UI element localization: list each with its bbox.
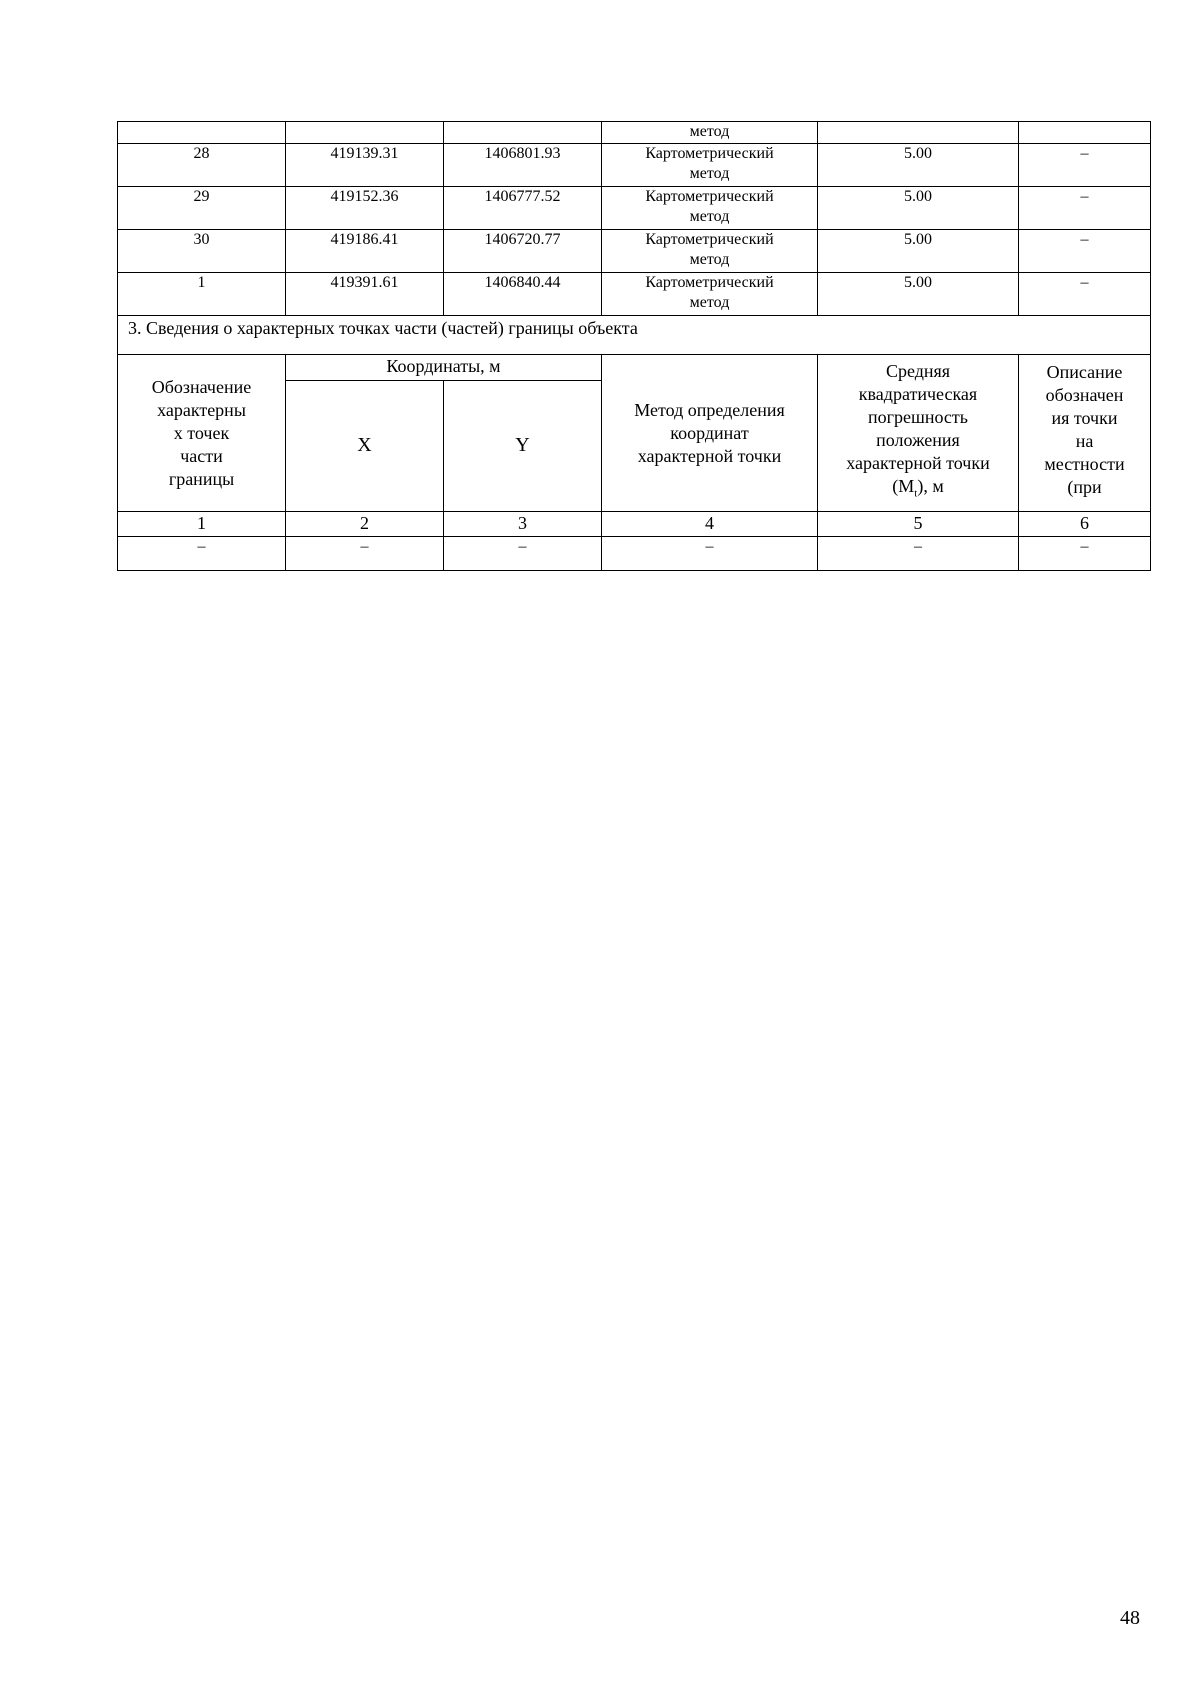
method-line: Картометрический (645, 231, 774, 248)
table-cell (118, 122, 286, 144)
error-cell: 5.00 (818, 230, 1019, 273)
section-title: 3. Сведения о характерных точках части (частей) границы объекта (118, 316, 1151, 355)
page-number: 48 (1120, 1607, 1140, 1629)
header-line: Обозначение (151, 376, 252, 397)
header-line: координат (670, 422, 749, 443)
table-cell (286, 122, 444, 144)
description-cell: – (1019, 273, 1151, 316)
y-coordinate-cell: 1406801.93 (444, 144, 602, 187)
header-coordinates-group: Координаты, м (286, 355, 602, 381)
column-number: 5 (818, 512, 1019, 537)
method-line: Картометрический (645, 274, 774, 291)
x-coordinate-cell: 419152.36 (286, 187, 444, 230)
header-description-clip (1019, 355, 1150, 511)
table-cell: – (118, 537, 286, 571)
column-number: 1 (118, 512, 286, 537)
column-number: 3 (444, 512, 602, 537)
header-line: части (180, 445, 223, 466)
table-row (118, 273, 1151, 316)
method-line: метод (689, 208, 730, 225)
boundary-points-table (117, 121, 1151, 571)
header-line: Описание (1046, 362, 1123, 382)
column-number-row (118, 512, 1151, 537)
section-title-row (118, 316, 1151, 355)
point-id-cell: 28 (118, 144, 286, 187)
error-cell: 5.00 (818, 273, 1019, 316)
table-cell: – (818, 537, 1019, 571)
method-line: Картометрический (645, 145, 774, 162)
header-point-designation (118, 355, 286, 512)
point-id-cell: 30 (118, 230, 286, 273)
header-line: Средняя (885, 361, 951, 382)
table-row (118, 230, 1151, 273)
method-cell (602, 144, 818, 187)
header-line: квадратическая (858, 384, 978, 405)
table-cell: – (602, 537, 818, 571)
table-cell (1019, 122, 1151, 144)
y-coordinate-cell: 1406840.44 (444, 273, 602, 316)
header-line: (при (1067, 477, 1102, 497)
header-line: погрешность (867, 407, 968, 428)
table-row (118, 537, 1151, 571)
description-cell: – (1019, 230, 1151, 273)
header-line: характерной точки (637, 445, 782, 466)
header-text: (M (892, 476, 915, 497)
x-coordinate-cell: 419186.41 (286, 230, 444, 273)
header-line: на (1075, 431, 1094, 451)
point-id-cell: 1 (118, 273, 286, 316)
subscript-text: t (914, 487, 918, 500)
table-cell (818, 122, 1019, 144)
header-line: х точек (173, 422, 230, 443)
header-line: обозначен (1045, 385, 1124, 405)
header-line: положения (876, 430, 960, 451)
table-cell (444, 122, 602, 144)
method-line: метод (689, 165, 730, 182)
header-method (602, 355, 818, 512)
header-line: местности (1044, 454, 1125, 474)
header-text: ), м (917, 476, 944, 497)
x-coordinate-cell: 419139.31 (286, 144, 444, 187)
header-line (818, 475, 1018, 506)
table-cell: – (444, 537, 602, 571)
description-cell: – (1019, 144, 1151, 187)
x-coordinate-cell: 419391.61 (286, 273, 444, 316)
header-line: границы (168, 468, 235, 489)
continuation-row (118, 122, 1151, 144)
column-number: 4 (602, 512, 818, 537)
column-number: 2 (286, 512, 444, 537)
table-row (118, 144, 1151, 187)
header-x: X (286, 380, 444, 511)
header-line: Метод определения (634, 399, 785, 420)
header-row (118, 355, 1151, 381)
table-cell: – (1019, 537, 1151, 571)
header-y: Y (444, 380, 602, 511)
header-line: характерной точки (846, 453, 990, 474)
table-cell: метод (602, 122, 818, 144)
header-mean-square-error (818, 355, 1019, 512)
method-line: метод (689, 294, 730, 311)
method-line: метод (689, 251, 730, 268)
table-row (118, 187, 1151, 230)
method-cell (602, 273, 818, 316)
column-number: 6 (1019, 512, 1151, 537)
description-cell: – (1019, 187, 1151, 230)
header-description (1019, 355, 1151, 512)
error-cell: 5.00 (818, 144, 1019, 187)
method-cell (602, 187, 818, 230)
y-coordinate-cell: 1406777.52 (444, 187, 602, 230)
y-coordinate-cell: 1406720.77 (444, 230, 602, 273)
method-line: Картометрический (645, 188, 774, 205)
method-cell (602, 230, 818, 273)
header-line: ия точки (1051, 408, 1118, 428)
point-id-cell: 29 (118, 187, 286, 230)
error-cell: 5.00 (818, 187, 1019, 230)
header-line: характерны (157, 399, 246, 420)
table-cell: – (286, 537, 444, 571)
